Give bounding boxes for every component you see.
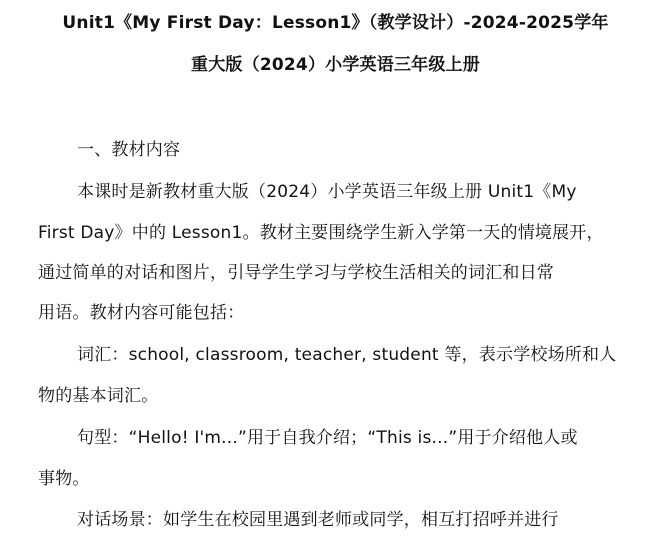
paragraph-2-line-1: 词汇：school, classroom, teacher, student 等，表示学校场所和人 — [77, 345, 617, 365]
paragraph-1-line-2: First Day》中的 Lesson1。教材主要围绕学生新入学第一天的情境展开， — [38, 223, 604, 243]
paragraph-4-line-1: 对话场景：如学生在校园里遇到老师或同学，相互打招呼并进行 — [77, 510, 559, 530]
paragraph-1-line-4: 用语。教材内容可能包括： — [38, 303, 245, 323]
paragraph-3-line-1: 句型：“Hello! I'm...”用于自我介绍；“This is...”用于介绍他人或 — [77, 428, 578, 448]
document-title-line-2: 重大版（2024）小学英语三年级上册 — [191, 55, 480, 75]
document-title-line-1: Unit1《My First Day：Lesson1》（教学设计）-2024-2025学年 — [62, 13, 609, 33]
paragraph-3-line-2: 事物。 — [38, 469, 90, 489]
paragraph-1-line-3: 通过简单的对话和图片，引导学生学习与学校生活相关的词汇和日常 — [38, 263, 554, 283]
paragraph-2-line-2: 物的基本词汇。 — [38, 386, 159, 406]
section-heading: 一、教材内容 — [77, 140, 181, 160]
paragraph-1-line-1: 本课时是新教材重大版（2024）小学英语三年级上册 Unit1《My — [77, 182, 577, 202]
